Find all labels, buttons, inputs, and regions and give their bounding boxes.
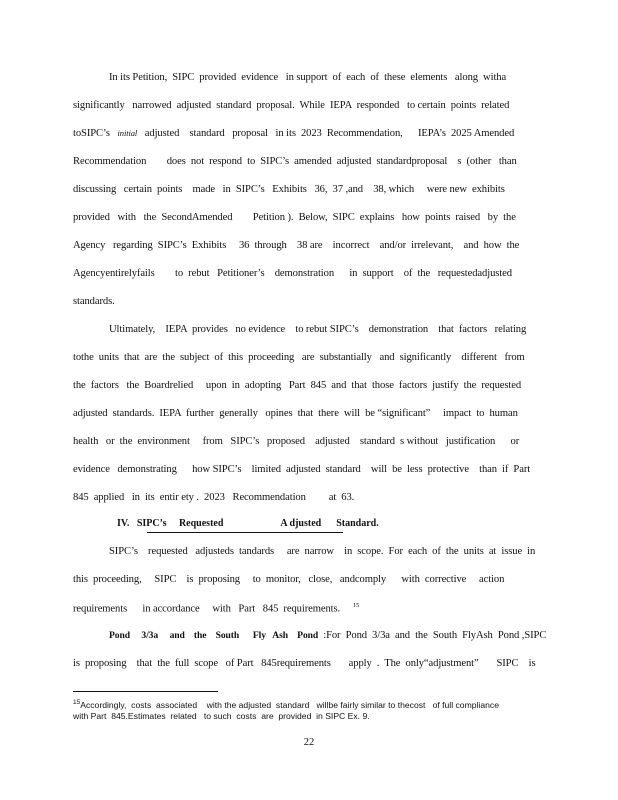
paragraph-1-line-7: Agency regarding SIPC’s Exhibits 36 through 38 are incorrect and/or irrelevant, and how the	[73, 240, 520, 251]
paragraph-3-line-3	[73, 602, 543, 615]
paragraph-2-line-2: tothe units that are the subject of this proceeding are substantially and significantly different from	[73, 352, 525, 363]
paragraph-3-line-2: this proceeding, SIPC is proposing to monitor, close, andcomply with corrective action	[73, 574, 505, 585]
footnote-line-2: with Part 845.Estimates related to such costs are provided in SIPC Ex. 9.	[73, 711, 370, 721]
line-3-before: toSIPC’s	[73, 128, 118, 139]
footnote-separator	[73, 691, 218, 692]
paragraph-1-line-2: significantly narrowed adjusted standard proposal. While IEPA responded to certain points related	[73, 100, 510, 111]
paragraph-2-line-1: Ultimately, IEPA provides no evidence to rebut SIPC’s demonstration that factors relating	[109, 324, 527, 335]
paragraph-2-line-6: evidence demonstrating how SIPC’s limited adjusted standard will be less protective than if Part	[73, 464, 531, 475]
paragraph-4-line-1	[109, 630, 579, 641]
heading-underline	[147, 532, 343, 533]
paragraph-2-line-3: the factors the Boardrelied upon in adopting Part 845 and that those factors justify the requested	[73, 380, 522, 391]
page-number: 22	[303, 737, 315, 748]
paragraph-1-line-5: discussing certain points made in SIPC’s Exhibits 36, 37 ,and 38, which were new exhibits	[73, 184, 505, 195]
footnote-text-1: Accordingly, costs associated with the adjusted standard willbe fairly similar to thecost of full compliance	[80, 699, 499, 710]
paragraph-2-line-7: 845 applied in its entir ety . 2023 Recommendation at 63.	[73, 492, 355, 503]
footnote-reference: 15	[352, 602, 360, 609]
pond-subheading: Pond 3/3a and the South Fly Ash Pond	[109, 630, 319, 641]
paragraph-1-line-8: Agencyentirelyfails to rebut Petitioner’s demonstration in support of the requestedadjusted	[73, 268, 512, 279]
line-3-after: adjusted standard proposal in its 2023 Recommendation, IEPA’s 2025 Amended	[137, 128, 515, 139]
italic-initial: initial	[117, 128, 138, 138]
paragraph-1-line-1: In its Petition, SIPC provided evidence in support of each of these elements along witha	[109, 72, 507, 83]
paragraph-2-line-5: health or the environment from SIPC’s proposed adjusted standard s without justification or	[73, 436, 520, 447]
paragraph-1-line-4: Recommendation does not respond to SIPC’s amended adjusted standardproposal s (other than	[73, 156, 517, 167]
footnote-line-1	[73, 699, 553, 710]
paragraph-3-line-3-text: requirements in accordance with Part 845 requirements.	[73, 603, 341, 615]
paragraph-3-line-1: SIPC’s requested adjusteds tandards are narrow in scope. For each of the units at issue in	[109, 546, 536, 557]
paragraph-1-line-9: standards.	[73, 296, 115, 307]
footnote-number: 15	[73, 699, 81, 706]
paragraph-4-line-2: is proposing that the full scope of Part 845requirements apply . The only“adjustment” SIPC is	[73, 658, 536, 669]
section-heading: IV. SIPC’s Requested A djusted Standard.	[117, 518, 379, 529]
paragraph-2-line-4: adjusted standards. IEPA further generally opines that there will be “significant” impact to human	[73, 408, 518, 419]
paragraph-4-line-1-rest: :For Pond 3/3a and the South FlyAsh Pond ,SIPC	[318, 630, 547, 641]
paragraph-1-line-3	[73, 128, 543, 139]
paragraph-1-line-6: provided with the SecondAmended Petition ). Below, SIPC explains how points raised by the	[73, 212, 516, 223]
